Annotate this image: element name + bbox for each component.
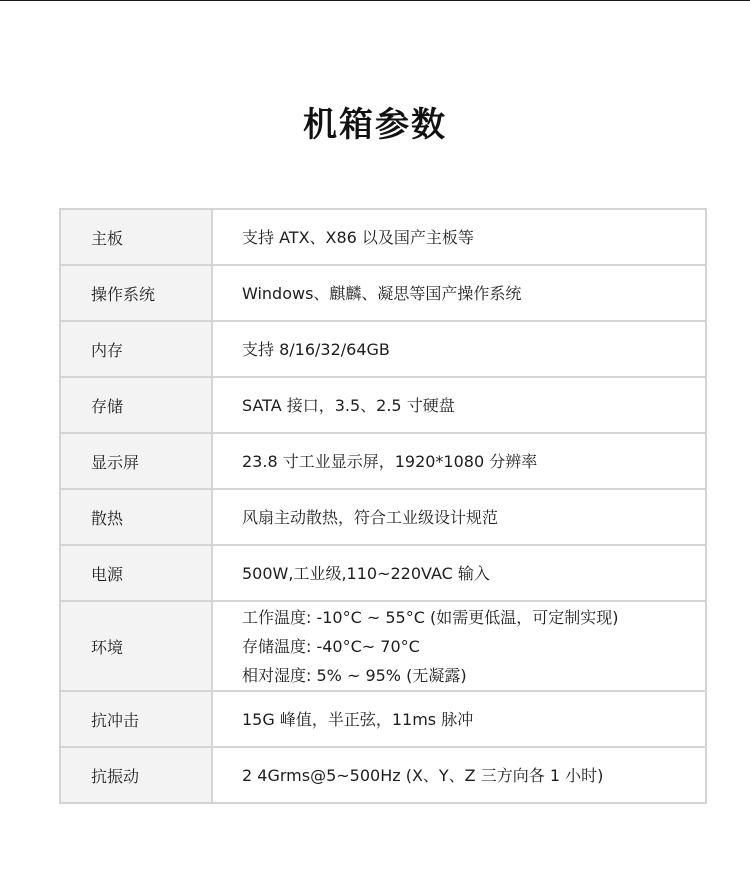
spec-value-line: SATA 接口，3.5、2.5 寸硬盘 [242,395,455,415]
spec-value-line: 支持 8/16/32/64GB [242,339,390,359]
spec-value [212,209,706,265]
spec-row-storage [60,377,706,433]
spec-label: 电源 [60,545,212,601]
spec-row-mainboard [60,209,706,265]
spec-value-line: 500W,工业级,110~220VAC 输入 [242,563,490,583]
spec-label: 内存 [60,321,212,377]
spec-value [212,691,706,747]
spec-label: 抗冲击 [60,691,212,747]
spec-value-line: 支持 ATX、X86 以及国产主板等 [242,227,474,247]
spec-label: 抗振动 [60,747,212,803]
spec-row-power [60,545,706,601]
spec-value-line: Windows、麒麟、凝思等国产操作系统 [242,283,522,303]
spec-label: 存储 [60,377,212,433]
spec-value [212,265,706,321]
spec-value-line: 15G 峰值，半正弦，11ms 脉冲 [242,709,474,729]
spec-value-line: 工作温度: -10°C ~ 55°C (如需更低温，可定制实现) [242,607,619,627]
spec-label: 操作系统 [60,265,212,321]
spec-row-shock [60,691,706,747]
spec-value [212,747,706,803]
spec-row-os [60,265,706,321]
spec-row-display [60,433,706,489]
spec-value [212,377,706,433]
spec-value-line: 2 4Grms@5~500Hz (X、Y、Z 三方向各 1 小时) [242,765,604,785]
spec-value [212,545,706,601]
spec-label: 显示屏 [60,433,212,489]
spec-label: 散热 [60,489,212,545]
spec-table [59,208,707,804]
top-divider [0,0,750,1]
spec-row-cooling [60,489,706,545]
spec-value [212,601,706,691]
spec-value [212,433,706,489]
spec-row-vibration [60,747,706,803]
spec-value-line: 23.8 寸工业显示屏，1920*1080 分辨率 [242,451,538,471]
spec-value [212,321,706,377]
spec-value-line: 风扇主动散热，符合工业级设计规范 [242,507,499,527]
spec-value-line: 相对湿度: 5% ~ 95% (无凝露) [242,665,467,685]
page-title: 机箱参数 [303,105,447,145]
spec-row-environment [60,601,706,691]
spec-label: 环境 [60,601,212,691]
spec-label: 主板 [60,209,212,265]
spec-value [212,489,706,545]
spec-row-memory [60,321,706,377]
spec-value-line: 存储温度: -40°C~ 70°C [242,636,420,656]
